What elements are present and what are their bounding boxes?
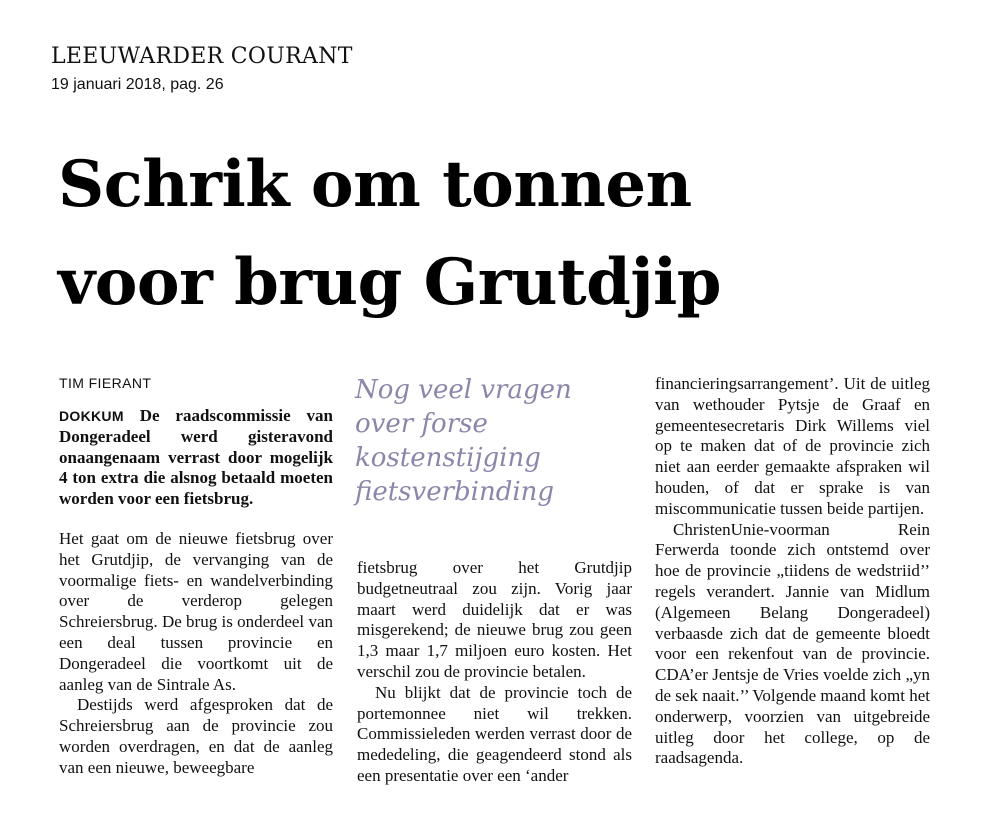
article-column-3 — [655, 374, 930, 769]
body-paragraph-2: Destijds werd afgesproken dat de Schreiersbrug aan de provincie zou worden overdragen, en dat de aanleg van een nieuwe, beweegbare — [59, 695, 333, 777]
headline-line-2: voor brug Grutdjip — [58, 245, 722, 320]
publication-dateline: 19 januari 2018, pag. 26 — [51, 76, 224, 93]
lead-text: De raadscommissie van Dongeradeel werd gisteravond onaangenaam verrast door mogelijk 4 ton extra die alsnog betaald moeten worden voor een fietsbrug. — [59, 406, 333, 509]
pull-quote — [355, 373, 635, 509]
body-paragraph-3: fietsbrug over het Grutdjip budgetneutraal zou zijn. Vorig jaar maart werd duidelijk dat er was misgerekend; de nieuwe brug zou geen 1,3 maar 1,7 miljoen euro kosten. Het verschil zou de provincie betalen. — [357, 558, 632, 681]
body-paragraph-6: ChristenUnie-voorman Rein Ferwerda toonde zich ontstemd over hoe de provincie „tiidens de wedstriid’’ regels verandert. Jannie van Midlum (Algemeen Belang Dongeradeel) verbaasde zich dat de gemeente bloedt voor een rekenfout van de provincie. CDA’er Jentsje de Vries voelde zich „yn de sek naait.’’ Volgende maand komt het onderwerp, voorzien van uitgebreide uitleg door het college, op de raadsagenda. — [655, 519, 930, 768]
article-column-1 — [59, 374, 333, 779]
body-paragraph-4: Nu blijkt dat de provincie toch de portemonnee niet wil trekken. Commissieleden werden verrast door de mededeling, die geagendeerd stond als een presentatie over een ‘ander — [357, 682, 632, 785]
body-paragraph-1: Het gaat om de nieuwe fietsbrug over het Grutdjip, de vervanging van de voormalige fiets- en wandelverbinding over de verderop gelegen Schreiersbrug. De brug is onderdeel van een deal tussen provincie en Dongeradeel die voortkomt uit de aanleg van de Sintrale As. — [59, 528, 333, 694]
headline-line-1: Schrik om tonnen — [58, 147, 692, 222]
pull-quote-line-1: Nog veel vragen — [355, 375, 572, 405]
publication-masthead: LEEUWARDER COURANT — [51, 44, 353, 69]
article-column-2 — [357, 558, 632, 787]
lead-dateloc: DOKKUM — [59, 408, 124, 424]
article-author: TIM FIERANT — [59, 375, 152, 391]
pull-quote-line-3: kostenstijging — [355, 443, 541, 473]
pull-quote-line-2: over forse — [355, 409, 488, 439]
article-lead — [59, 406, 333, 510]
article-headline — [58, 136, 958, 332]
pull-quote-line-4: fietsverbinding — [355, 477, 555, 507]
body-paragraph-5: financieringsarrangement’. Uit de uitleg van wethouder Pytsje de Graaf en gemeentesecretaris Dirk Willems viel op te maken dat of de provincie zich niet aan eerder gemaakte afspraken wil houden, of dat er sprake is van miscommunicatie tussen beide partijen. — [655, 374, 930, 518]
